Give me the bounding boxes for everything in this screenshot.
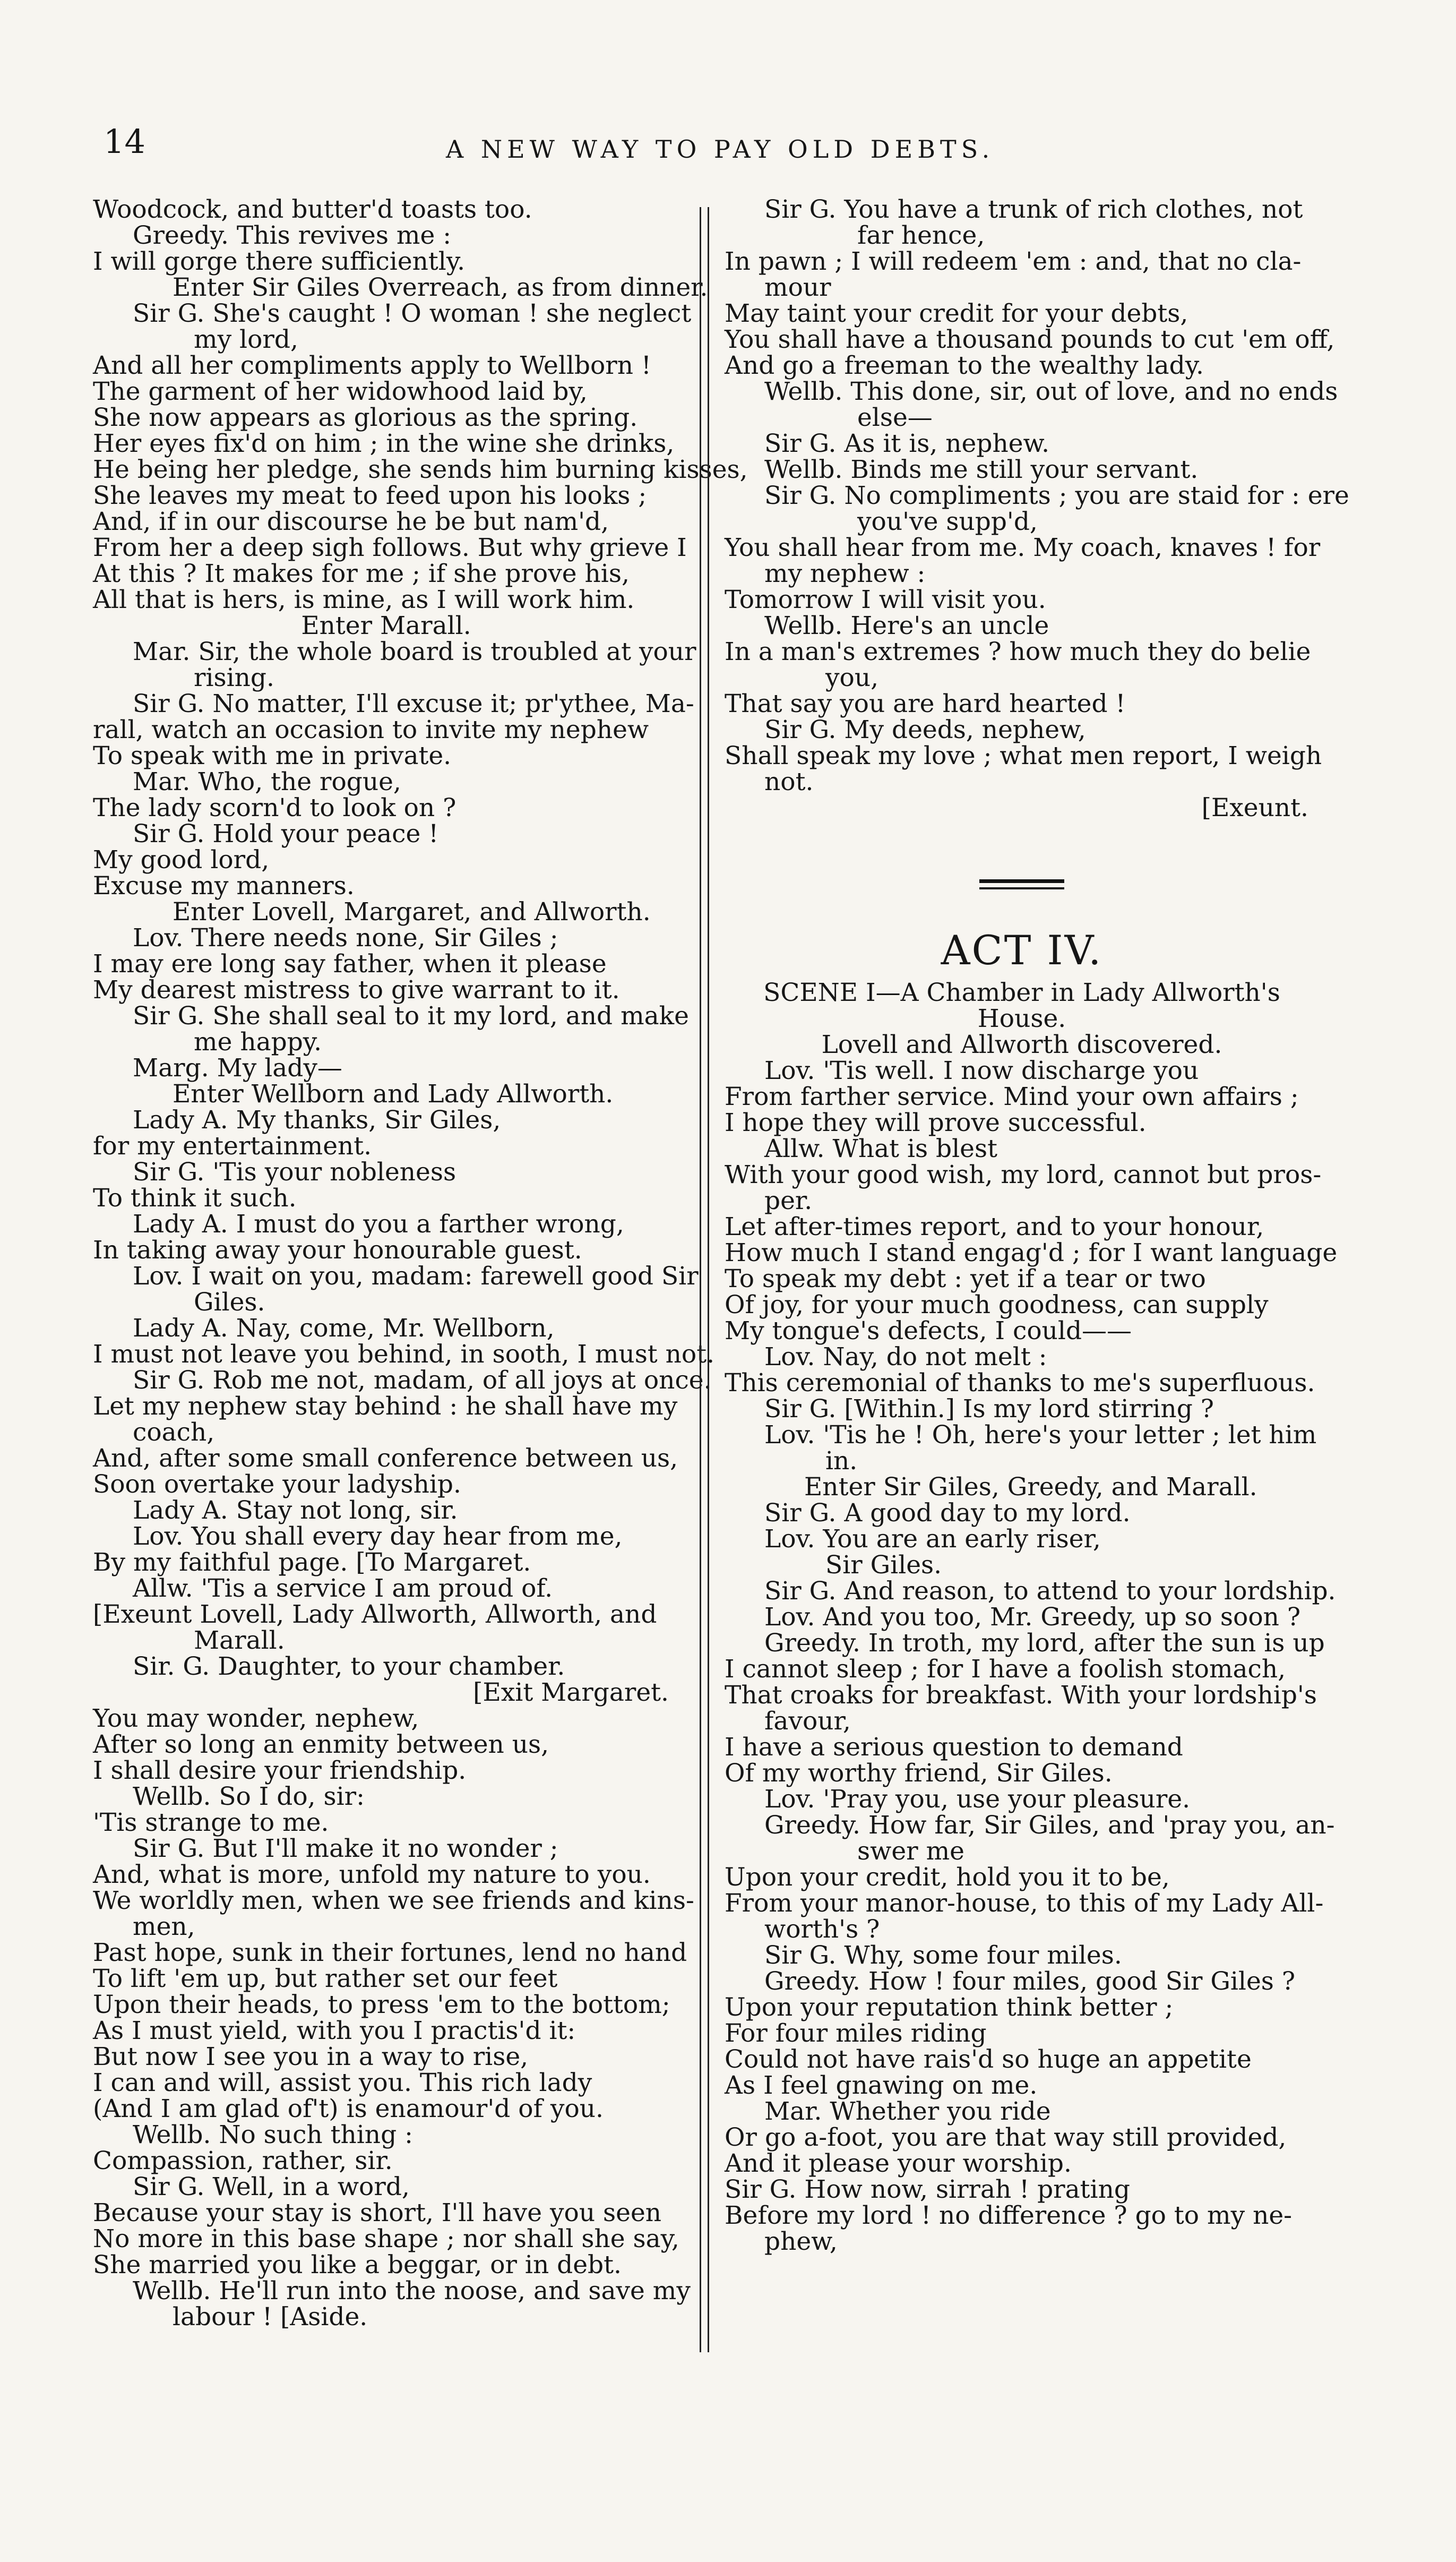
text-line: Marg. My lady— bbox=[133, 1053, 342, 1083]
text-line: For four miles riding bbox=[725, 2019, 987, 2048]
text-line: My good lord, bbox=[93, 845, 270, 875]
text-line: for my entertainment. bbox=[93, 1132, 372, 1161]
text-line: At this ? It makes for me ; if she prove his, bbox=[93, 559, 630, 588]
text-line: Sir G. You have a trunk of rich clothes, not bbox=[764, 195, 1303, 224]
text-line: After so long an enmity between us, bbox=[93, 1730, 549, 1759]
text-line: (And I am glad of't) is enamour'd of you. bbox=[93, 2094, 604, 2123]
text-line: Sir G. A good day to my lord. bbox=[764, 1498, 1131, 1528]
text-line: Sir. G. Daughter, to your chamber. bbox=[133, 1652, 565, 1681]
text-line: in. bbox=[825, 1446, 858, 1476]
text-line: No more in this base shape ; nor shall she say, bbox=[93, 2224, 679, 2253]
text-line: Lov. There needs none, Sir Giles ; bbox=[133, 923, 558, 953]
text-line: As I must yield, with you I practis'd it: bbox=[93, 2016, 576, 2045]
text-line: Let after-times report, and to your honour, bbox=[725, 1212, 1264, 1241]
text-line: Let my nephew stay behind : he shall have my bbox=[93, 1392, 678, 1421]
text-line: Lady A. I must do you a farther wrong, bbox=[133, 1210, 624, 1239]
text-line: swer me bbox=[857, 1837, 964, 1866]
text-line: Or go a-foot, you are that way still provided, bbox=[725, 2123, 1287, 2152]
text-line: I will gorge there sufficiently. bbox=[93, 247, 466, 276]
left-text-column bbox=[93, 195, 748, 2332]
text-line: Sir G. But I'll make it no wonder ; bbox=[133, 1834, 558, 1863]
text-line: And, after some small conference between us, bbox=[93, 1444, 678, 1473]
text-line: rall, watch an occasion to invite my nephew bbox=[93, 715, 649, 744]
text-line: Enter Marall. bbox=[301, 611, 471, 640]
text-line: Sir G. As it is, nephew. bbox=[764, 429, 1050, 458]
page-edge-noise bbox=[0, 2522, 1456, 2559]
text-line: Soon overtake your ladyship. bbox=[93, 1470, 461, 1499]
text-line: To speak my debt : yet if a tear or two bbox=[725, 1264, 1206, 1293]
text-line: Upon your credit, hold you it to be, bbox=[725, 1863, 1170, 1892]
text-line: Lady A. My thanks, Sir Giles, bbox=[133, 1106, 501, 1135]
text-line: And, what is more, unfold my nature to you. bbox=[93, 1860, 651, 1889]
text-line: Lady A. Nay, come, Mr. Wellborn, bbox=[133, 1314, 555, 1343]
text-line: And it please your worship. bbox=[725, 2149, 1072, 2178]
text-line: Lov. I wait on you, madam: farewell good Sir bbox=[133, 1262, 699, 1291]
text-line: rising. bbox=[194, 663, 274, 692]
text-line: We worldly men, when we see friends and kins- bbox=[93, 1886, 694, 1915]
text-line: phew, bbox=[764, 2227, 838, 2256]
text-line: my lord, bbox=[194, 325, 298, 354]
text-line: I must not leave you behind, in sooth, I must not. bbox=[93, 1340, 715, 1369]
section-divider-thin bbox=[979, 887, 1064, 889]
text-line: Enter Lovell, Margaret, and Allworth. bbox=[173, 897, 651, 927]
text-line: Mar. Who, the rogue, bbox=[133, 767, 401, 796]
text-line: But now I see you in a way to rise, bbox=[93, 2042, 529, 2071]
text-line: To speak with me in private. bbox=[93, 741, 452, 770]
section-divider bbox=[979, 879, 1064, 883]
text-line: [Exeunt. bbox=[1201, 793, 1308, 822]
text-line: This ceremonial of thanks to me's superfluous. bbox=[725, 1368, 1315, 1398]
text-line: Sir Giles. bbox=[825, 1550, 942, 1580]
text-line: Enter Sir Giles Overreach, as from dinner. bbox=[173, 273, 708, 302]
text-line: You shall hear from me. My coach, knaves ! for bbox=[725, 533, 1321, 562]
text-line: I hope they will prove successful. bbox=[725, 1108, 1147, 1137]
text-line: By my faithful page. [To Margaret. bbox=[93, 1548, 531, 1577]
text-line: How much I stand engag'd ; for I want language bbox=[725, 1238, 1338, 1267]
text-line: Woodcock, and butter'd toasts too. bbox=[93, 195, 532, 224]
text-line: labour ! [Aside. bbox=[173, 2302, 368, 2332]
text-line: Excuse my manners. bbox=[93, 871, 355, 901]
text-line: Tomorrow I will visit you. bbox=[725, 585, 1046, 614]
text-line: In a man's extremes ? how much they do belie bbox=[725, 637, 1311, 666]
text-line: Sir G. No matter, I'll excuse it; pr'ythee, Ma- bbox=[133, 689, 694, 718]
text-line: Sir G. And reason, to attend to your lordship. bbox=[764, 1576, 1336, 1606]
text-line: Giles. bbox=[194, 1288, 265, 1317]
text-line: Wellb. Binds me still your servant. bbox=[764, 455, 1199, 484]
text-line: Mar. Whether you ride bbox=[764, 2097, 1051, 2126]
text-line: Greedy. This revives me : bbox=[133, 221, 452, 250]
text-line: men, bbox=[133, 1912, 195, 1941]
text-line: Wellb. So I do, sir: bbox=[133, 1782, 365, 1811]
text-line: far hence, bbox=[857, 221, 985, 250]
text-line: Wellb. This done, sir, out of love, and no ends bbox=[764, 377, 1338, 406]
text-line: Before my lord ! no difference ? go to my ne- bbox=[725, 2201, 1293, 2230]
text-line: Sir G. 'Tis your nobleness bbox=[133, 1158, 456, 1187]
text-line: Could not have rais'd so huge an appetite bbox=[725, 2045, 1252, 2074]
text-line: I have a serious question to demand bbox=[725, 1733, 1183, 1762]
text-line: Lov. You shall every day hear from me, bbox=[133, 1522, 623, 1551]
text-line: me happy. bbox=[194, 1027, 322, 1057]
right-column-bottom-text bbox=[725, 1056, 1338, 2256]
text-line: My tongue's defects, I could—— bbox=[725, 1316, 1132, 1346]
text-line: Greedy. How far, Sir Giles, and 'pray you, an- bbox=[764, 1811, 1335, 1840]
text-line: Sir G. My deeds, nephew, bbox=[764, 715, 1086, 744]
text-line: Lov. 'Pray you, use your pleasure. bbox=[764, 1785, 1191, 1814]
text-line: Allw. What is blest bbox=[764, 1134, 997, 1163]
text-line: From your manor-house, to this of my Lady All- bbox=[725, 1889, 1324, 1918]
text-line: From her a deep sigh follows. But why grieve I bbox=[93, 533, 687, 562]
text-line: Lov. You are an early riser, bbox=[764, 1524, 1101, 1554]
text-line: Sir G. Rob me not, madam, of all joys at once. bbox=[133, 1366, 712, 1395]
text-line: Lov. And you too, Mr. Greedy, up so soon ? bbox=[764, 1603, 1301, 1632]
text-line: Wellb. He'll run into the noose, and save my bbox=[133, 2276, 691, 2306]
text-line: With your good wish, my lord, cannot but pros- bbox=[725, 1160, 1322, 1189]
right-text-column bbox=[725, 195, 1349, 2256]
text-line: I shall desire your friendship. bbox=[93, 1756, 467, 1785]
text-line: Past hope, sunk in their fortunes, lend no hand bbox=[93, 1938, 687, 1967]
text-line: Sir G. Hold your peace ! bbox=[133, 819, 439, 849]
text-line: Sir G. She shall seal to it my lord, and make bbox=[133, 1001, 689, 1031]
text-line: else— bbox=[857, 403, 933, 432]
text-line: Compassion, rather, sir. bbox=[93, 2146, 393, 2175]
text-line: She now appears as glorious as the spring. bbox=[93, 403, 638, 432]
text-line: She leaves my meat to feed upon his looks ; bbox=[93, 481, 647, 510]
text-line: [Exit Margaret. bbox=[473, 1678, 669, 1707]
text-line: To think it such. bbox=[93, 1184, 297, 1213]
text-line: You shall have a thousand pounds to cut 'em off, bbox=[725, 325, 1335, 354]
text-line: Upon your reputation think better ; bbox=[725, 1993, 1174, 2022]
text-line: Sir G. She's caught ! O woman ! she neglect bbox=[133, 299, 692, 328]
text-line: you've supp'd, bbox=[857, 507, 1038, 536]
text-line: May taint your credit for your debts, bbox=[725, 299, 1188, 328]
text-line: Lady A. Stay not long, sir. bbox=[133, 1496, 458, 1525]
text-line: I may ere long say father, when it please bbox=[93, 949, 607, 979]
text-line: Wellb. Here's an uncle bbox=[764, 611, 1049, 640]
text-line: Of my worthy friend, Sir Giles. bbox=[725, 1759, 1113, 1788]
column-divider bbox=[700, 207, 709, 2352]
text-line: favour, bbox=[764, 1707, 851, 1736]
text-line: Allw. 'Tis a service I am proud of. bbox=[133, 1574, 553, 1603]
text-line: The garment of her widowhood laid by, bbox=[93, 377, 588, 406]
text-line: not. bbox=[764, 767, 814, 796]
text-line: Lov. 'Tis he ! Oh, here's your letter ; let him bbox=[764, 1420, 1317, 1450]
text-line: Marall. bbox=[194, 1626, 285, 1655]
text-line: per. bbox=[764, 1186, 813, 1215]
scene-heading: SCENE I—A Chamber in Lady Allworth's bbox=[763, 978, 1280, 1007]
text-line: And all her compliments apply to Wellborn ! bbox=[93, 351, 651, 380]
text-line: Greedy. How ! four miles, good Sir Giles ? bbox=[764, 1967, 1296, 1996]
text-line: [Exeunt Lovell, Lady Allworth, Allworth, and bbox=[93, 1600, 657, 1629]
running-title: A NEW WAY TO PAY OLD DEBTS. bbox=[446, 135, 995, 164]
page-header bbox=[0, 122, 1456, 181]
text-line: She married you like a beggar, or in debt. bbox=[93, 2250, 622, 2280]
text-line: Wellb. No such thing : bbox=[133, 2120, 413, 2149]
text-line: Of joy, for your much goodness, can supply bbox=[725, 1290, 1269, 1319]
text-line: my nephew : bbox=[764, 559, 926, 588]
text-line: In pawn ; I will redeem 'em : and, that no cla- bbox=[725, 247, 1302, 276]
text-line: My dearest mistress to give warrant to it. bbox=[93, 975, 620, 1005]
text-line: To lift 'em up, but rather set our feet bbox=[93, 1964, 558, 1993]
text-line: Upon their heads, to press 'em to the bottom; bbox=[93, 1990, 670, 2019]
text-line: As I feel gnawing on me. bbox=[725, 2071, 1038, 2100]
text-line: Sir G. No compliments ; you are staid for : ere bbox=[764, 481, 1349, 510]
text-line: From farther service. Mind your own affairs ; bbox=[725, 1082, 1299, 1111]
text-line: And go a freeman to the wealthy lady. bbox=[725, 351, 1204, 380]
text-line: He being her pledge, she sends him burning kisses, bbox=[93, 455, 748, 484]
text-line: Lov. 'Tis well. I now discharge you bbox=[764, 1056, 1199, 1085]
text-line: That say you are hard hearted ! bbox=[725, 689, 1126, 718]
text-line: 'Tis strange to me. bbox=[93, 1808, 329, 1837]
text-line: In taking away your honourable guest. bbox=[93, 1236, 582, 1265]
text-line: Sir G. Why, some four miles. bbox=[764, 1941, 1122, 1970]
text-line: coach, bbox=[133, 1418, 215, 1447]
text-line: mour bbox=[764, 273, 831, 302]
text-line: I can and will, assist you. This rich lady bbox=[93, 2068, 592, 2097]
text-line: Sir G. [Within.] Is my lord stirring ? bbox=[764, 1394, 1214, 1424]
text-line: Her eyes fix'd on him ; in the wine she drinks, bbox=[93, 429, 675, 458]
text-line: All that is hers, is mine, as I will work him. bbox=[93, 585, 635, 614]
text-line: You may wonder, nephew, bbox=[93, 1704, 419, 1733]
text-line: Lov. Nay, do not melt : bbox=[764, 1342, 1047, 1372]
act-heading: ACT IV. bbox=[941, 927, 1103, 974]
text-line: you, bbox=[825, 663, 879, 692]
text-line: Because your stay is short, I'll have you seen bbox=[93, 2198, 662, 2227]
text-line: And, if in our discourse he be but nam'd, bbox=[93, 507, 609, 536]
text-line: Shall speak my love ; what men report, I weigh bbox=[725, 741, 1322, 770]
text-line: That croaks for breakfast. With your lordship's bbox=[725, 1681, 1317, 1710]
text-line: worth's ? bbox=[764, 1915, 880, 1944]
right-column-top-text bbox=[725, 195, 1349, 822]
text-line: Sir G. Well, in a word, bbox=[133, 2172, 410, 2201]
scene-direction: Lovell and Allworth discovered. bbox=[821, 1030, 1222, 1059]
text-line: Enter Sir Giles, Greedy, and Marall. bbox=[804, 1472, 1257, 1502]
text-line: Enter Wellborn and Lady Allworth. bbox=[173, 1079, 614, 1109]
text-line: I cannot sleep ; for I have a foolish stomach, bbox=[725, 1655, 1286, 1684]
text-line: Mar. Sir, the whole board is troubled at your bbox=[133, 637, 696, 666]
text-line: Sir G. How now, sirrah ! prating bbox=[725, 2175, 1130, 2204]
page-number: 14 bbox=[104, 122, 145, 161]
text-line: The lady scorn'd to look on ? bbox=[93, 793, 456, 822]
scene-heading-location: House. bbox=[977, 1004, 1066, 1033]
text-line: Greedy. In troth, my lord, after the sun is up bbox=[764, 1629, 1325, 1658]
